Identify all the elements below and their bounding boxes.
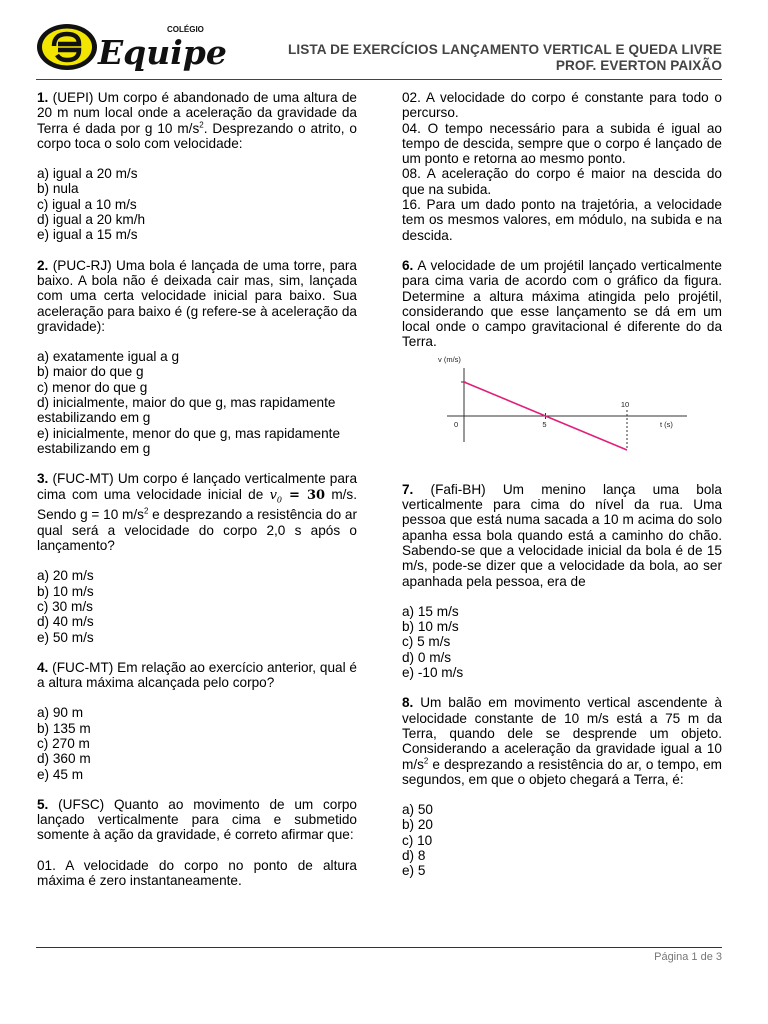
option: b) 135 m [37,720,91,736]
option: e) 50 m/s [37,629,94,645]
option: d) 360 m [37,751,91,767]
option: a) 90 m [37,705,84,721]
question-3-stem: 3. (FUC-MT) Um corpo é lançado verticalmente para cima com uma velocidade inicial de $v_0 = 30$ m/s. Sendo g = 10 $m/s^2$ e desprezando a resistência do ar qual será a velocidade do corpo 2,0 s após o lançamento? [37,471,357,554]
statement: 01. A velocidade do corpo no ponto de altura máxima é zero instantaneamente. [37,857,357,889]
option: c) menor do que g [37,379,148,395]
question-number: 3. [37,471,49,487]
question-3-options [37,568,357,644]
option: e) inicialmente, menor do que g, mas rapidamente estabilizando em g [37,425,340,456]
option: a) 50 [402,802,433,818]
question-7-options [402,604,722,680]
question-8 [402,695,722,878]
question-5-continued [402,90,722,243]
question-1-options [37,166,357,242]
x-axis-label: t (s) [660,419,673,429]
title-line-2: PROF. EVERTON PAIXÃO [555,58,722,73]
initial-velocity-formula: $v_0 = 30$ [269,487,326,505]
option: d) igual a 20 km/h [37,212,146,228]
statement: 04. O tempo necessário para a subida é igual ao tempo de descida, sempre que o corpo é lançado de um ponto e retorna ao mesmo ponto. [402,120,722,167]
question-4 [37,660,357,782]
question-2-options [37,349,357,456]
option: d) inicialmente, maior do que g, mas rapidamente estabilizando em g [37,395,336,426]
option: c) igual a 10 m/s [37,196,137,212]
question-1 [37,90,357,243]
option: e) 5 [402,863,426,879]
question-5-stem: 5. (UFSC) Quanto ao movimento de um corpo lançado verticalmente para cima e submetido somente à ação da gravidade, é correto afirmar que: [37,796,357,843]
title-line-1: LISTA DE EXERCÍCIOS LANÇAMENTO VERTICAL E QUEDA LIVRE [287,42,722,57]
footer-divider [36,947,722,948]
question-3 [37,471,357,645]
x-tick-label: 5 [542,419,547,429]
left-column [37,90,357,903]
y-axis-label: v (m/s) [438,354,461,364]
question-4-options [37,705,357,781]
option: d) 0 m/s [402,649,452,665]
question-7 [402,482,722,681]
option: a) exatamente igual a g [37,349,180,365]
question-number: 8. [402,695,414,711]
logo-brand-text: Equipe [98,33,227,72]
option: d) 8 [402,847,426,863]
question-6-stem: 6. A velocidade de um projétil lançado verticalmente para cima varia de acordo com o gráfico da figura. Determine a altura máxima atingida pelo projétil, considerando que esse lançamento se dá em um local onde o campo gravitacional é diferente do da Terra. [402,257,722,350]
question-number: 4. [37,659,49,675]
option: c) 10 [402,832,433,848]
question-number: 5. [37,796,49,812]
option: c) 270 m [37,735,90,751]
question-2-stem: 2. (PUC-RJ) Uma bola é lançada de uma torre, para baixo. A bola não é deixada cair mas, sim, lançada com uma certa velocidade inicial para baixo. Sua aceleração para baixo é (g refere-se à aceleração da gravidade): [37,257,357,334]
option: b) 10 m/s [37,583,94,599]
option: a) igual a 20 m/s [37,166,138,182]
question-4-stem: 4. (FUC-MT) Em relação ao exercício anterior, qual é a altura máxima alcançada pelo corpo? [37,659,357,691]
question-6 [402,258,722,350]
option: e) igual a 15 m/s [37,227,138,243]
header-divider [36,79,722,80]
page-number: Página 1 de 3 [654,951,722,963]
option: b) 10 m/s [402,619,459,635]
x-tick-label: 10 [620,399,630,409]
option: b) maior do que g [37,364,144,380]
page-header [0,0,768,80]
x-tick-label: 0 [454,419,459,429]
question-1-stem: 1. (UEPI) Um corpo é abandonado de uma altura de 20 m num local onde a aceleração da gravidade da Terra é dada por g 10 $m/s^2$. Desprezando o atrito, o corpo toca o solo com velocidade: [37,90,357,151]
option: d) 40 m/s [37,614,94,630]
question-number: 1. [37,90,49,105]
option: c) 5 m/s [402,634,451,650]
question-5 [37,797,357,888]
option: b) nula [37,181,79,197]
question-2 [37,258,357,457]
question-number: 6. [402,257,414,273]
option: c) 30 m/s [37,598,93,614]
question-8-options [402,802,722,878]
statement: 02. A velocidade do corpo é constante para todo o percurso. [402,90,722,121]
question-8-stem: 8. Um balão em movimento vertical ascendente à velocidade constante de 10 m/s está a 75 m da Terra, quando dele se desprende um objeto. Considerando a aceleração da gravidade igual a 10 $m/s^2$ e desprezando a resistência do ar, o tempo, em segundos, em que o objeto chegará a Terra, é: [402,695,722,787]
question-number: 7. [402,481,414,497]
question-7-stem: 7. (Fafi-BH) Um menino lança uma bola verticalmente para cima do nível da rua. Uma pessoa que está numa sacada a 10 m acima do solo apanha essa bola quando está a caminho do chão. Sabendo-se que a velocidade inicial da bola é de 15 m/s, pode-se dizer que a velocidade da bola, ao ser apanhada pela pessoa, era de [402,481,722,589]
statement: 16. Para um dado ponto na trajetória, a velocidade tem os mesmos valores, em módulo, na subida e na descida. [402,197,722,243]
option: e) 45 m [37,766,84,782]
option: b) 20 [402,817,433,833]
document-title [288,42,722,74]
velocity-time-graph [402,354,722,466]
option: a) 20 m/s [37,568,94,584]
right-column [402,90,722,894]
logo-small-text: COLÉGIO [167,25,204,34]
option: e) -10 m/s [402,665,464,681]
school-logo [36,22,236,72]
option: a) 15 m/s [402,603,459,619]
question-number: 2. [37,257,49,273]
statement: 08. A aceleração do corpo é maior na descida do que na subida. [402,166,722,197]
